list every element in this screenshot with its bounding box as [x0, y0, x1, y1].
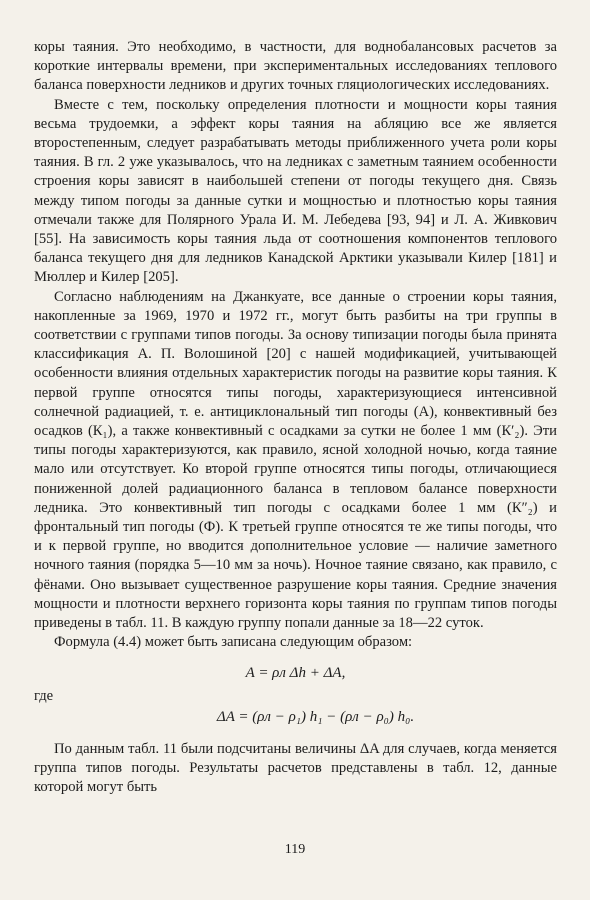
- paragraph-5: По данным табл. 11 были подсчитаны величины ΔA для случаев, когда меняется группа типов погоды. Результаты расчетов представлены в табл. 12, данные которой могут быть: [34, 740, 557, 795]
- paragraph-2: Вместе с тем, поскольку определения плотности и мощности коры таяния весьма трудоемки, а эффект коры таяния на абляцию все же является второстепенным, следует разрабатывать методы приближенного учета роли коры таяния. В гл. 2 уже указывалось, что на ледниках с заметным таянием особенности строения коры зависят в наибольшей степени от погоды текущего дня. Связь между типом погоды за данные сутки и мощностью и плотностью коры таяния отмечали также для Полярного Урала И. М. Лебедева [93, 94] и Л. А. Живкович [55]. На зависимость коры таяния льда от соотношения компонентов теплового баланса текущего дня для ледников Канадской Арктики указывали Килер [181] и Мюллер и Килер [205].: [34, 96, 557, 286]
- paragraph-1: коры таяния. Это необходимо, в частности, для воднобалансовых расчетов за короткие интервалы времени, при экспериментальных исследованиях теплового баланса поверхности ледников и других точных гляциологических исследованиях.: [34, 39, 557, 94]
- paragraph-3: Согласно наблюдениям на Джанкуате, все данные о строении коры таяния, накопленные за 1969, 1970 и 1972 гг., могут быть разбиты на три группы в соответствии с группами типов погоды. За основу типизации погоды была принята классификация А. П. Волошиной [20] с нашей модификацией, учитывающей особенности влияния отдельных характеристик погоды на развитие коры таяния. К первой группе относятся типы погоды, характеризующиеся интенсивной солнечной радиацией, т. е. антициклональный тип погоды (А), конвективный без осадков (К₁), а также конвективный с осадками за сутки не более 1 мм (К′₂). Эти типы погоды характеризуются, как правило, ясной холодной ночью, когда таяние мало или отсутствует. Ко второй группе относятся типы погоды, отличающиеся пониженной долей радиационного баланса в тепловом балансе поверхности ледника. Это конвективный тип погоды с осадками более 1 мм (К″₂) и фронтальный тип погоды (Ф). К третьей группе относятся те же типы погоды, что и к первой группе, но вводится дополнительное условие — наличие заметного ночного таяния (порядка 5—10 мм за ночь). Ночное таяние связано, как правило, с фёнами. Оно вызывает существенное разрушение коры таяния. Средние значения мощности и плотности верхнего горизонта коры таяния по группам типов погоды приведены в табл. 11. В каждую группу попали данные за 18—22 суток.: [34, 288, 557, 632]
- page-number: 119: [284, 842, 306, 857]
- paragraph-4: Формула (4.4) может быть записана следующим образом:: [54, 634, 413, 651]
- formula-delta-a: ΔA = (ρл − ρ₁) h₁ − (ρл − ρ₀) h₀.: [216, 708, 415, 725]
- where-label: где: [34, 687, 54, 704]
- formula-ablation: A = ρл Δh + ΔA,: [245, 664, 346, 681]
